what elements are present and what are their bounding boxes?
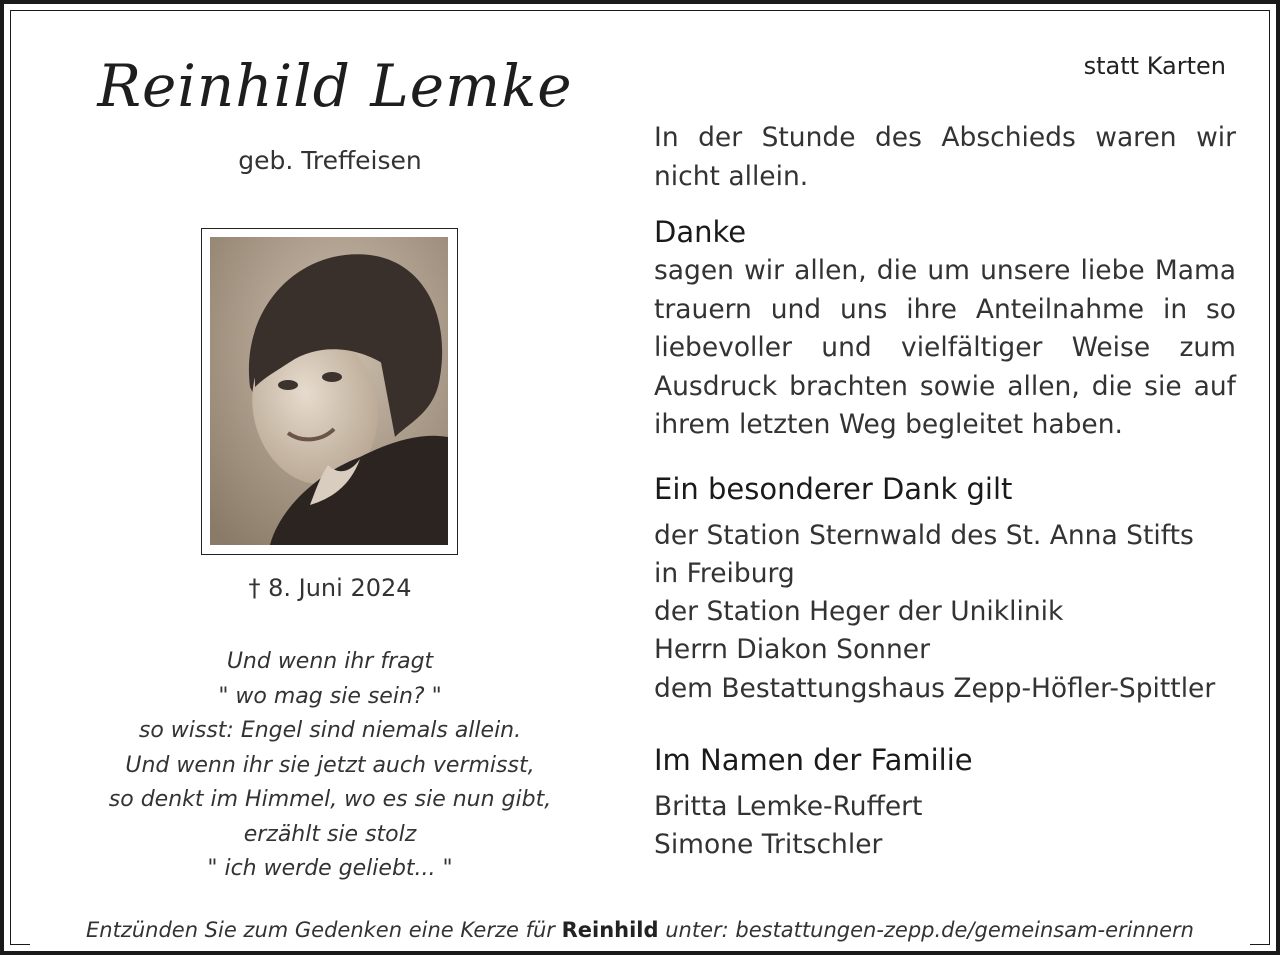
poem-line: " wo mag sie sein? " <box>218 683 442 709</box>
poem-line: Und wenn ihr sie jetzt auch vermisst, <box>125 752 535 778</box>
poem-line: erzählt sie stolz <box>243 821 417 847</box>
list-item: der Station Heger der Uniklinik <box>654 596 1064 628</box>
portrait-photo-icon <box>210 237 448 545</box>
list-item: der Station Sternwald des St. Anna Stifts <box>654 519 1194 551</box>
signer-name: Britta Lemke-Ruffert <box>654 790 923 822</box>
thanks-heading: Danke <box>654 215 747 249</box>
intro-text: In der Stunde des Abschieds waren wir nicht allein. <box>654 122 1236 192</box>
thanks-column <box>654 118 1236 865</box>
list-item: in Freiburg <box>654 557 795 589</box>
poem-line: so wisst: Engel sind niemals allein. <box>138 718 522 743</box>
footer-link-text[interactable]: unter: bestattungen-zepp.de/gemeinsam-erinnern <box>658 918 1194 942</box>
deceased-name: Reinhild Lemke <box>97 52 573 120</box>
poem-line: " ich werde geliebt... " <box>207 856 453 881</box>
footer-prefix: Entzünden Sie zum Gedenken eine Kerze für <box>85 918 562 942</box>
poem-line: Und wenn ihr fragt <box>226 649 434 674</box>
special-thanks-heading: Ein besonderer Dank gilt <box>654 471 1013 506</box>
death-date: † 8. Juni 2024 <box>248 574 412 602</box>
signer-name: Simone Tritschler <box>654 829 883 861</box>
portrait-frame <box>201 228 458 555</box>
poem-line: so denkt im Himmel, wo es sie nun gibt, <box>108 787 552 812</box>
candle-footer <box>0 918 1280 942</box>
list-item: dem Bestattungshaus Zepp-Höfler-Spittler <box>654 672 1216 704</box>
poem <box>60 645 600 887</box>
footer-name: Reinhild <box>561 918 659 942</box>
family-names <box>654 788 1236 865</box>
portrait-photo <box>210 237 448 545</box>
family-heading: Im Namen der Familie <box>654 742 973 777</box>
thanks-text: sagen wir allen, die um unsere liebe Mama trauern und uns ihre Anteilnahme in so liebevoller und vielfältiger Weise zum Ausdruck brachten sowie allen, die sie auf ihrem letzten Weg begleitet haben. <box>654 255 1236 440</box>
maiden-name: geb. Treffeisen <box>238 146 422 175</box>
list-item: Herrn Diakon Sonner <box>654 634 930 666</box>
special-thanks-list <box>654 517 1236 708</box>
corner-note: statt Karten <box>1083 52 1226 80</box>
